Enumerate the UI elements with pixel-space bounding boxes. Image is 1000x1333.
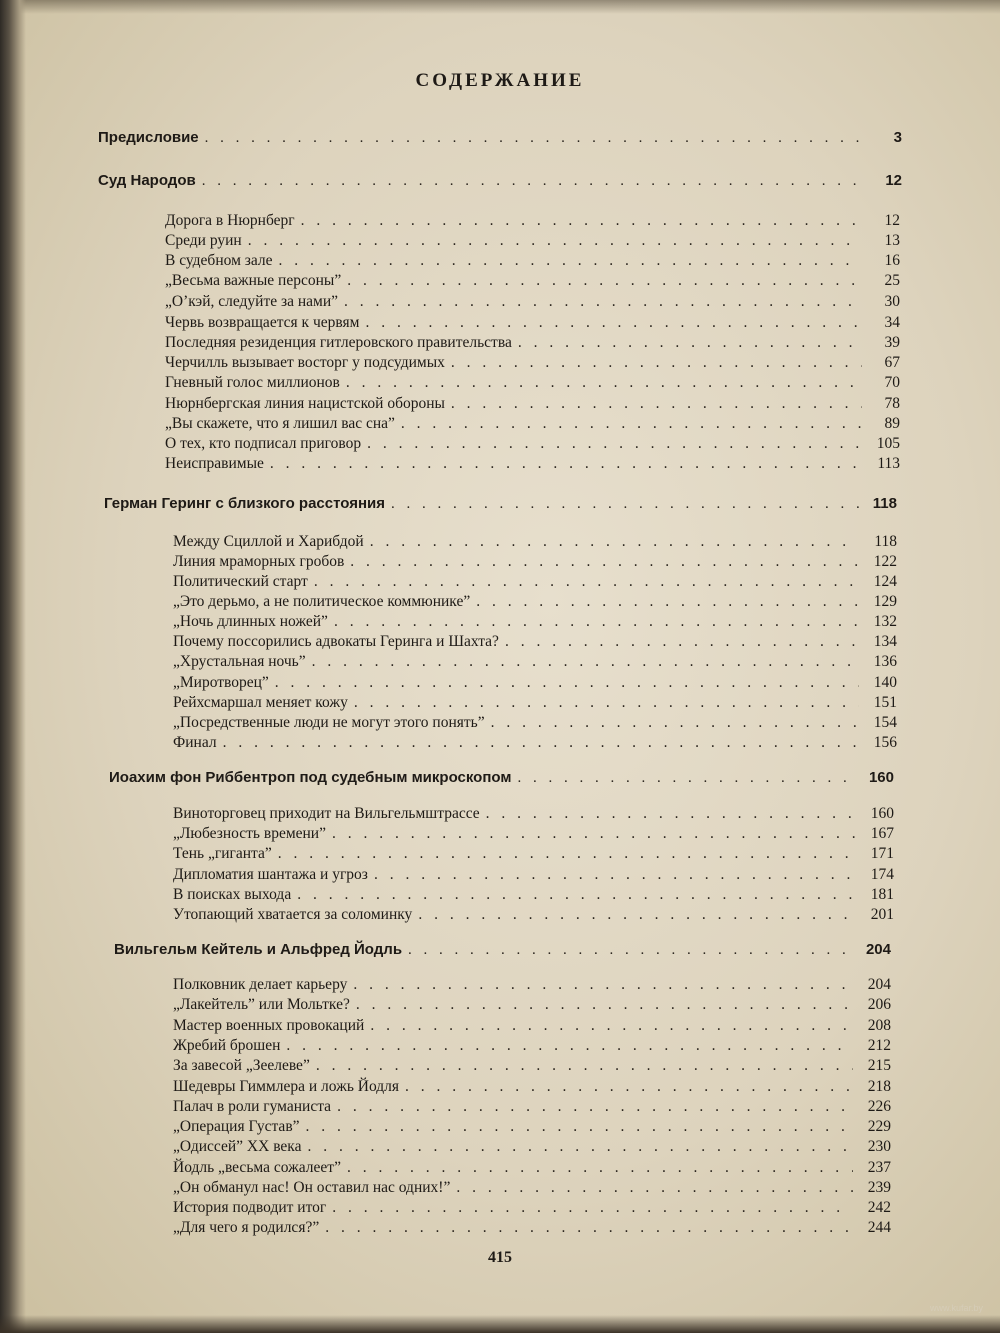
toc-entry [173, 1078, 891, 1096]
dot-leader [350, 553, 859, 571]
toc-entry-title: „Ночь длинных ножей” [173, 613, 328, 630]
toc-entry-page: 201 [870, 906, 894, 923]
toc-entry-page: 237 [867, 1159, 891, 1176]
toc-entry-title: Последняя резиденция гитлеровского правительства [165, 334, 512, 351]
toc-entry-page: 181 [870, 886, 894, 903]
toc-entry [173, 734, 897, 752]
toc-entry [173, 1017, 891, 1035]
toc-entry [173, 553, 897, 571]
toc-entry-page: 215 [867, 1057, 891, 1074]
page-bottom-edge [0, 1315, 1000, 1333]
dot-leader [332, 825, 856, 843]
toc-entry-page: 39 [884, 334, 900, 351]
toc-entry-page: 16 [884, 252, 900, 269]
toc-entry [173, 1138, 891, 1156]
toc-entry-page: 244 [867, 1219, 891, 1236]
toc-entry-title: Мастер военных провокаций [173, 1017, 365, 1034]
toc-entry-page: 167 [870, 825, 894, 842]
dot-leader [354, 694, 859, 712]
toc-entry-page: 12 [885, 172, 902, 189]
toc-entry-page: 25 [884, 272, 900, 289]
dot-leader [518, 334, 862, 352]
dot-leader [248, 232, 862, 250]
toc-entry-page: 226 [867, 1098, 891, 1115]
dot-leader [405, 1078, 853, 1096]
toc-entry-title: „Это дерьмо, а не политическое коммюнике” [173, 593, 471, 610]
dot-leader [334, 613, 859, 631]
toc-entry-page: 204 [867, 976, 891, 993]
toc-entry-page: 160 [868, 769, 894, 786]
dot-leader [297, 886, 856, 904]
toc-entry-page: 118 [874, 533, 897, 550]
toc-entry-page: 208 [867, 1017, 891, 1034]
toc-entry-page: 206 [867, 996, 891, 1013]
toc-entry-page: 67 [884, 354, 900, 371]
toc-entry [173, 714, 897, 732]
dot-leader [301, 212, 862, 230]
dot-leader [451, 395, 862, 413]
dot-leader [451, 354, 862, 372]
toc-entry-page: 204 [865, 941, 891, 958]
toc-entry [173, 996, 891, 1014]
toc-entry [173, 1037, 891, 1055]
dot-leader [418, 906, 856, 924]
toc-entry [173, 573, 897, 591]
toc-entry-title: „Посредственные люди не могут этого понять” [173, 714, 485, 731]
toc-entry-title: Иоахим фон Риббентроп под судебным микроскопом [109, 769, 512, 786]
toc-entry [165, 395, 900, 413]
toc-entry-page: 212 [867, 1037, 891, 1054]
toc-entry-title: „Любезность времени” [173, 825, 326, 842]
toc-entry-title: Предисловие [98, 129, 199, 146]
dot-leader [365, 314, 862, 332]
toc-entry [165, 232, 900, 250]
dot-leader [306, 1118, 853, 1136]
toc-entry-page: 132 [873, 613, 897, 630]
dot-leader [491, 714, 859, 732]
toc-entry-title: Дипломатия шантажа и угроз [173, 866, 368, 883]
toc-entry [173, 1179, 891, 1197]
page-number: 415 [488, 1249, 512, 1266]
dot-leader [401, 415, 862, 433]
dot-leader [202, 172, 864, 190]
toc-entry [173, 674, 897, 692]
toc-entry [165, 252, 900, 270]
toc-entry [165, 212, 900, 230]
toc-entry [173, 825, 894, 843]
toc-entry [173, 533, 897, 551]
toc-entry [173, 613, 897, 631]
toc-entry-page: 136 [873, 653, 897, 670]
watermark: www.kufar.by [930, 1303, 984, 1313]
dot-leader [344, 293, 862, 311]
toc-entry-title: Червь возвращается к червям [165, 314, 360, 331]
toc-entry [173, 593, 897, 611]
toc-entry-title: „Для чего я родился?” [173, 1219, 320, 1236]
toc-entry-title: Среди руин [165, 232, 242, 249]
page-top-shadow [0, 0, 1000, 14]
toc-entry-title: „Лакейтель” или Мольтке? [173, 996, 350, 1013]
toc-entry [173, 1057, 891, 1075]
toc-entry [173, 1199, 891, 1217]
dot-leader [278, 845, 856, 863]
toc-entry [173, 1118, 891, 1136]
toc-entry-title: В судебном зале [165, 252, 273, 269]
toc-entry [165, 374, 900, 392]
toc-entry-title: „Вы скажете, что я лишил вас сна” [165, 415, 395, 432]
toc-entry-title: „Весьма важные персоны” [165, 272, 342, 289]
toc-entry-title: Нюрнбергская линия нацистской обороны [165, 395, 445, 412]
toc-entry-title: Линия мраморных гробов [173, 553, 345, 570]
toc-entry-title: Палач в роли гуманиста [173, 1098, 332, 1115]
toc-entry-page: 129 [873, 593, 897, 610]
book-spine [0, 0, 26, 1333]
page-title: СОДЕРЖАНИЕ [415, 70, 585, 91]
dot-leader [486, 805, 856, 823]
dot-leader [286, 1037, 853, 1055]
toc-entry-page: 105 [876, 435, 900, 452]
toc-entry-page: 154 [873, 714, 897, 731]
toc-entry-title: За завесой „Зеелеве” [173, 1057, 310, 1074]
toc-entry [173, 845, 894, 863]
dot-leader [356, 996, 853, 1014]
toc-entry [165, 415, 900, 433]
toc-entry [165, 314, 900, 332]
dot-leader [312, 653, 859, 671]
toc-entry [173, 1159, 891, 1177]
dot-leader [275, 674, 859, 692]
dot-leader [391, 495, 859, 513]
dot-leader [279, 252, 862, 270]
dot-leader [374, 866, 856, 884]
toc-entry-title: Шедевры Гиммлера и ложь Йодля [173, 1078, 400, 1095]
toc-entry-title: Герман Геринг с близкого расстояния [104, 495, 386, 512]
toc-entry [165, 293, 900, 311]
toc-entry-page: 230 [867, 1138, 891, 1155]
toc-entry-page: 140 [873, 674, 897, 691]
toc-entry-title: „Он обманул нас! Он оставил нас одних!” [173, 1179, 451, 1196]
toc-entry [173, 653, 897, 671]
toc-entry-title: Дорога в Нюрнберг [165, 212, 295, 229]
dot-leader [270, 455, 862, 473]
toc-entry-page: 30 [884, 293, 900, 310]
dot-leader [314, 573, 859, 591]
dot-leader [456, 1179, 853, 1197]
toc-entry-page: 13 [884, 232, 900, 249]
toc-entry-page: 239 [867, 1179, 891, 1196]
toc-entry-title: Виноторговец приходит на Вильгельмштрассе [173, 805, 480, 822]
toc-entry-title: Полковник делает карьеру [173, 976, 348, 993]
dot-leader [347, 1159, 853, 1177]
dot-leader [370, 1017, 853, 1035]
toc-entry [165, 272, 900, 290]
toc-entry-title: Йодль „весьма сожалеет” [173, 1159, 341, 1176]
toc-entry [173, 886, 894, 904]
toc-entry-title: Вильгельм Кейтель и Альфред Йодль [114, 941, 403, 958]
toc-part-heading [98, 129, 902, 147]
toc-entry-title: О тех, кто подписал приговор [165, 435, 362, 452]
toc-entry-title: Утопающий хватается за соломинку [173, 906, 413, 923]
toc-entry-page: 124 [873, 573, 897, 590]
dot-leader [505, 633, 859, 651]
toc-entry [173, 633, 897, 651]
toc-entry [165, 435, 900, 453]
toc-entry-page: 229 [867, 1118, 891, 1135]
toc-entry-title: Тень „гиганта” [173, 845, 272, 862]
toc-entry-page: 113 [877, 455, 900, 472]
toc-entry-page: 3 [893, 129, 902, 146]
toc-entry-title: Рейхсмаршал меняет кожу [173, 694, 348, 711]
dot-leader [346, 374, 862, 392]
toc-entry-page: 118 [872, 495, 897, 512]
toc-entry-page: 160 [870, 805, 894, 822]
toc-entry-page: 12 [884, 212, 900, 229]
toc-entry-title: „Операция Густав” [173, 1118, 300, 1135]
toc-entry-page: 151 [873, 694, 897, 711]
toc-entry-title: Финал [173, 734, 217, 751]
toc-entry-title: Жребий брошен [173, 1037, 281, 1054]
toc-entry-title: История подводит итог [173, 1199, 327, 1216]
toc-entry-page: 134 [873, 633, 897, 650]
dot-leader [408, 941, 853, 959]
toc-entry [173, 976, 891, 994]
toc-entry-page: 242 [867, 1199, 891, 1216]
toc-entry-title: „О’кэй, следуйте за нами” [165, 293, 339, 310]
dot-leader [517, 769, 856, 787]
toc-entry [173, 866, 894, 884]
toc-entry-title: Гневный голос миллионов [165, 374, 340, 391]
toc-entry [173, 694, 897, 712]
dot-leader [205, 129, 864, 147]
toc-entry [165, 354, 900, 372]
dot-leader [347, 272, 862, 290]
toc-entry-page: 34 [884, 314, 900, 331]
dot-leader [223, 734, 859, 752]
toc-entry-page: 171 [870, 845, 894, 862]
toc-entry [173, 1098, 891, 1116]
dot-leader [325, 1219, 853, 1237]
toc-entry [165, 455, 900, 473]
toc-entry-title: Суд Народов [98, 172, 196, 189]
toc-entry [173, 805, 894, 823]
toc-entry-title: „Миротворец” [173, 674, 269, 691]
toc-part-heading [98, 172, 902, 190]
dot-leader [476, 593, 859, 611]
toc-entry-title: В поисках выхода [173, 886, 292, 903]
dot-leader [337, 1098, 853, 1116]
toc-part-heading [114, 941, 891, 959]
toc-entry-title: Черчилль вызывает восторг у подсудимых [165, 354, 445, 371]
dot-leader [316, 1057, 853, 1075]
dot-leader [353, 976, 853, 994]
toc-entry [173, 906, 894, 924]
toc-entry [165, 334, 900, 352]
dot-leader [367, 435, 862, 453]
toc-entry-title: Неисправимые [165, 455, 264, 472]
dot-leader [370, 533, 859, 551]
dot-leader [307, 1138, 853, 1156]
toc-entry-title: „Одиссей” XX века [173, 1138, 302, 1155]
dot-leader [332, 1199, 853, 1217]
toc-entry-title: „Хрустальная ночь” [173, 653, 306, 670]
toc-entry-page: 156 [873, 734, 897, 751]
toc-part-heading [109, 769, 894, 787]
toc-entry-title: Между Сциллой и Харибдой [173, 533, 364, 550]
toc-entry-title: Политический старт [173, 573, 308, 590]
toc-entry-page: 70 [884, 374, 900, 391]
toc-entry-page: 174 [870, 866, 894, 883]
toc-entry-page: 89 [884, 415, 900, 432]
toc-entry-page: 78 [884, 395, 900, 412]
toc-entry-title: Почему поссорились адвокаты Геринга и Шахта? [173, 633, 499, 650]
toc-entry-page: 218 [867, 1078, 891, 1095]
toc-entry [173, 1219, 891, 1237]
toc-entry-page: 122 [873, 553, 897, 570]
toc-part-heading [104, 495, 897, 513]
